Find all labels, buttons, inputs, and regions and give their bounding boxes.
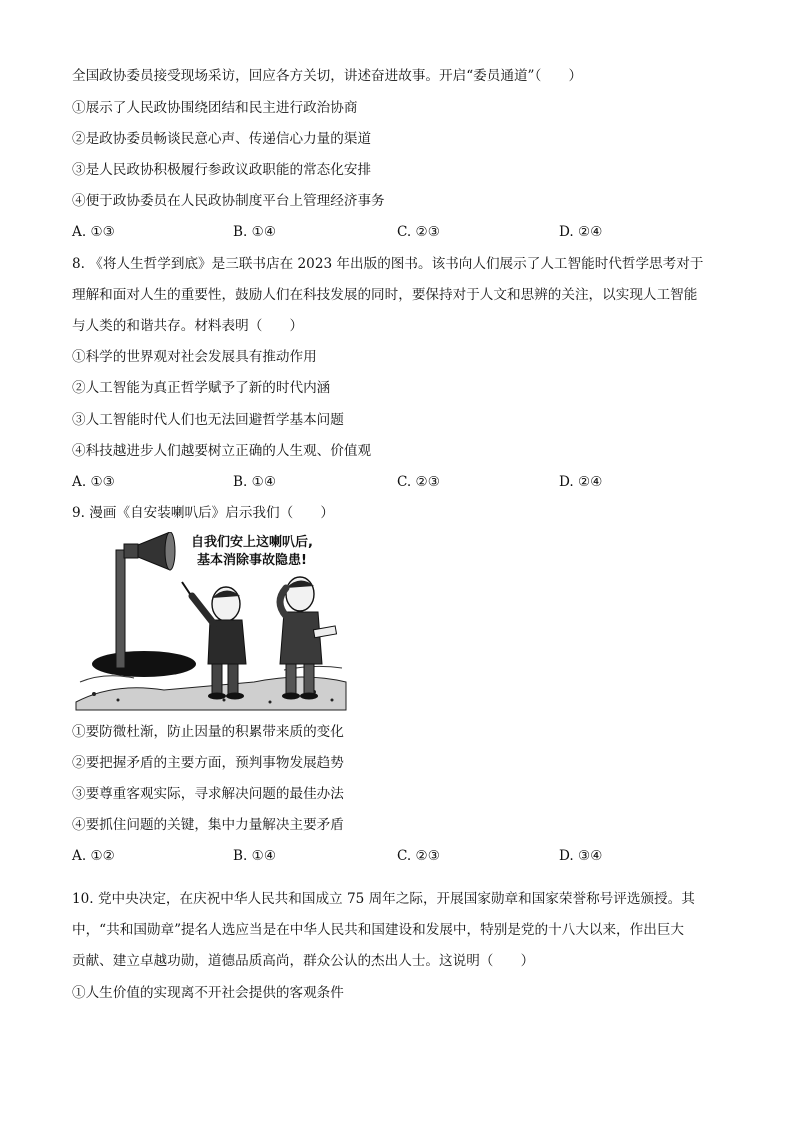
q9-statement-1: ①要防微杜渐，防止因量的积累带来质的变化 <box>72 724 344 740</box>
q8-stem-line-1: 8. 《将人生哲学到底》是三联书店在 2023 年出版的图书。该书向人们展示了人工智能时代哲学思考对于 <box>72 256 704 272</box>
q9-statement-3: ③要尊重客观实际，寻求解决问题的最佳办法 <box>72 786 344 802</box>
q9-option-b[interactable]: B. ①④ <box>233 848 277 864</box>
q8-statement-3: ③人工智能时代人们也无法回避哲学基本问题 <box>72 412 344 428</box>
cartoon-illustration <box>74 532 348 712</box>
q9-option-d[interactable]: D. ③④ <box>559 848 603 864</box>
q8-statement-1: ①科学的世界观对社会发展具有推动作用 <box>72 349 317 365</box>
q8-option-d[interactable]: D. ②④ <box>559 474 603 490</box>
q8-statement-2: ②人工智能为真正哲学赋予了新的时代内涵 <box>72 380 331 396</box>
q9-statement-4: ④要抓住问题的关键，集中力量解决主要矛盾 <box>72 817 344 833</box>
q7-option-a[interactable]: A. ①③ <box>72 224 115 240</box>
q7-stem: 全国政协委员接受现场采访，回应各方关切，讲述奋进故事。开启“委员通道”（ ） <box>72 68 583 84</box>
q8-stem-line-3: 与人类的和谐共存。材料表明（ ） <box>72 318 304 334</box>
cartoon-caption-line-2: 基本消除事故隐患! <box>197 553 307 568</box>
cartoon-caption-line-1: 自我们安上这喇叭后, <box>191 535 313 550</box>
q7-statement-3: ③是人民政协积极履行参政议政职能的常态化安排 <box>72 162 372 178</box>
q8-options <box>72 472 632 492</box>
q9-options <box>72 846 632 866</box>
q7-statement-1: ①展示了人民政协围绕团结和民主进行政治协商 <box>72 100 358 116</box>
q8-option-b[interactable]: B. ①④ <box>233 474 277 490</box>
q7-statement-4: ④便于政协委员在人民政协制度平台上管理经济事务 <box>72 193 385 209</box>
q10-stem-line-3: 贡献、建立卓越功勋，道德品质高尚，群众公认的杰出人士。这说明（ ） <box>72 953 535 969</box>
loudspeaker-icon <box>124 532 175 570</box>
q8-option-a[interactable]: A. ①③ <box>72 474 115 490</box>
q9-option-a[interactable]: A. ①② <box>72 848 115 864</box>
q7-option-d[interactable]: D. ②④ <box>559 224 603 240</box>
q9-statement-2: ②要把握矛盾的主要方面，预判事物发展趋势 <box>72 755 344 771</box>
loudspeaker-pole <box>116 550 125 668</box>
q9-option-c[interactable]: C. ②③ <box>397 848 440 864</box>
q8-option-c[interactable]: C. ②③ <box>397 474 440 490</box>
q10-stem-line-1: 10. 党中央决定，在庆祝中华人民共和国成立 75 周年之际，开展国家勋章和国家荣誉称号评选颁授。其 <box>72 891 695 907</box>
q7-options <box>72 222 632 242</box>
pothole <box>92 651 196 677</box>
q7-statement-2: ②是政协委员畅谈民意心声、传递信心力量的渠道 <box>72 131 372 147</box>
q7-option-c[interactable]: C. ②③ <box>397 224 440 240</box>
q8-stem-line-2: 理解和面对人生的重要性，鼓励人们在科技发展的同时，要保持对于人文和思辨的关注，以实现人工智能 <box>72 287 698 303</box>
official-figure <box>182 582 246 700</box>
q8-statement-4: ④科技越进步人们越要树立正确的人生观、价值观 <box>72 443 372 459</box>
q7-option-b[interactable]: B. ①④ <box>233 224 277 240</box>
q10-stem-line-2: 中，“共和国勋章”提名人选应当是在中华人民共和国建设和发展中，特别是党的十八大以来，作出巨大 <box>72 922 685 938</box>
q9-stem: 9. 漫画《自安装喇叭后》启示我们（ ） <box>72 505 334 521</box>
q10-statement-1: ①人生价值的实现离不开社会提供的客观条件 <box>72 985 344 1001</box>
